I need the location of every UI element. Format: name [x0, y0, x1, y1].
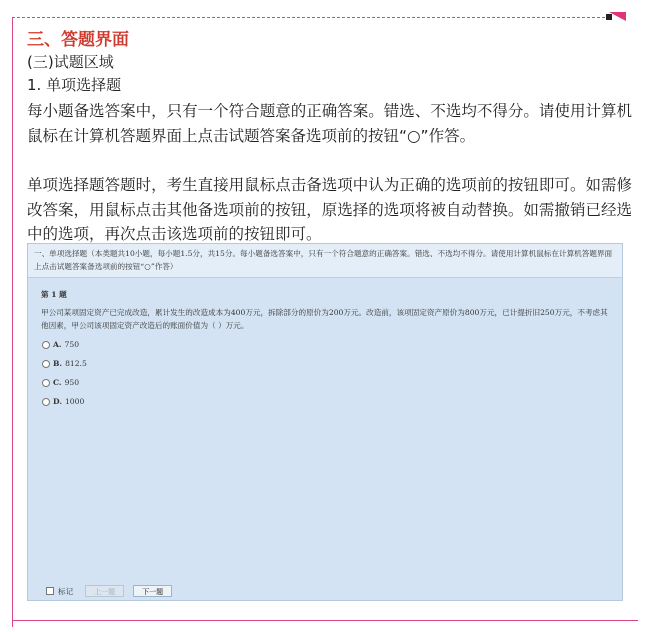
paragraph-answer-rules: 每小题备选答案中，只有一个符合题意的正确答案。错选、不选均不得分。请使用计算机鼠标在计算机答题界面上点击试题答案备选项前的按钮“○”作答。 [27, 102, 632, 145]
paragraph-answer-steps: 单项选择题答题时，考生直接用鼠标点击备选项中认为正确的选项前的按钮即可。如需修改答案，用鼠标点击其他备选项前的按钮，原选择的选项将被自动替换。如需撤销已经选中的选项，再次点击该选项前的按钮即可。 [27, 176, 632, 243]
option-letter: A. [53, 340, 62, 349]
exam-instructions-bar [28, 244, 622, 278]
option-letter: B. [53, 359, 63, 368]
radio-icon[interactable] [42, 379, 50, 387]
left-border [12, 17, 13, 627]
section-title: 三、答题界面 [27, 30, 129, 50]
bottom-divider [12, 620, 638, 621]
mark-label: 标记 [58, 586, 74, 596]
radio-icon[interactable] [42, 398, 50, 406]
radio-icon[interactable] [42, 360, 50, 368]
corner-flag-icon [609, 12, 626, 21]
next-question-button[interactable]: 下一题 [133, 585, 172, 597]
prev-question-button[interactable]: 上一题 [85, 585, 124, 597]
exam-screenshot [27, 243, 623, 601]
question-number: 第 1 题 [41, 290, 67, 299]
top-divider [12, 17, 610, 18]
option-list [42, 335, 87, 411]
exam-instructions: 一、单项选择题（本类题共10小题，每小题1.5分，共15分。每小题备选答案中，只有一个符合题意的正确答案。错选、不选均不得分。请使用计算机鼠标在计算机答题界面上点击试题答案备选项前的按钮“○”作答） [34, 249, 613, 271]
option-a[interactable] [42, 335, 87, 354]
option-d[interactable] [42, 392, 87, 411]
subsection-title: (三)试题区域 [27, 53, 114, 71]
option-c[interactable] [42, 373, 87, 392]
mark-checkbox[interactable] [46, 587, 54, 595]
question-text: 甲公司某项固定资产已完成改造，累计发生的改造成本为400万元，拆除部分的原价为200万元。改造前，该项固定资产原价为800万元，已计提折旧250万元，不考虑其他因素，甲公司该项固定资产改造后的账面价值为（ ）万元。 [41, 308, 608, 330]
option-value: 1000 [64, 397, 85, 406]
option-b[interactable] [42, 354, 87, 373]
radio-icon[interactable] [42, 341, 50, 349]
option-letter: C. [53, 378, 62, 387]
option-value: 750 [64, 340, 80, 349]
option-letter: D. [53, 397, 62, 406]
option-value: 812.5 [65, 359, 87, 368]
item-title: 1. 单项选择题 [27, 76, 122, 94]
exam-footer [46, 584, 181, 598]
option-value: 950 [64, 378, 80, 387]
